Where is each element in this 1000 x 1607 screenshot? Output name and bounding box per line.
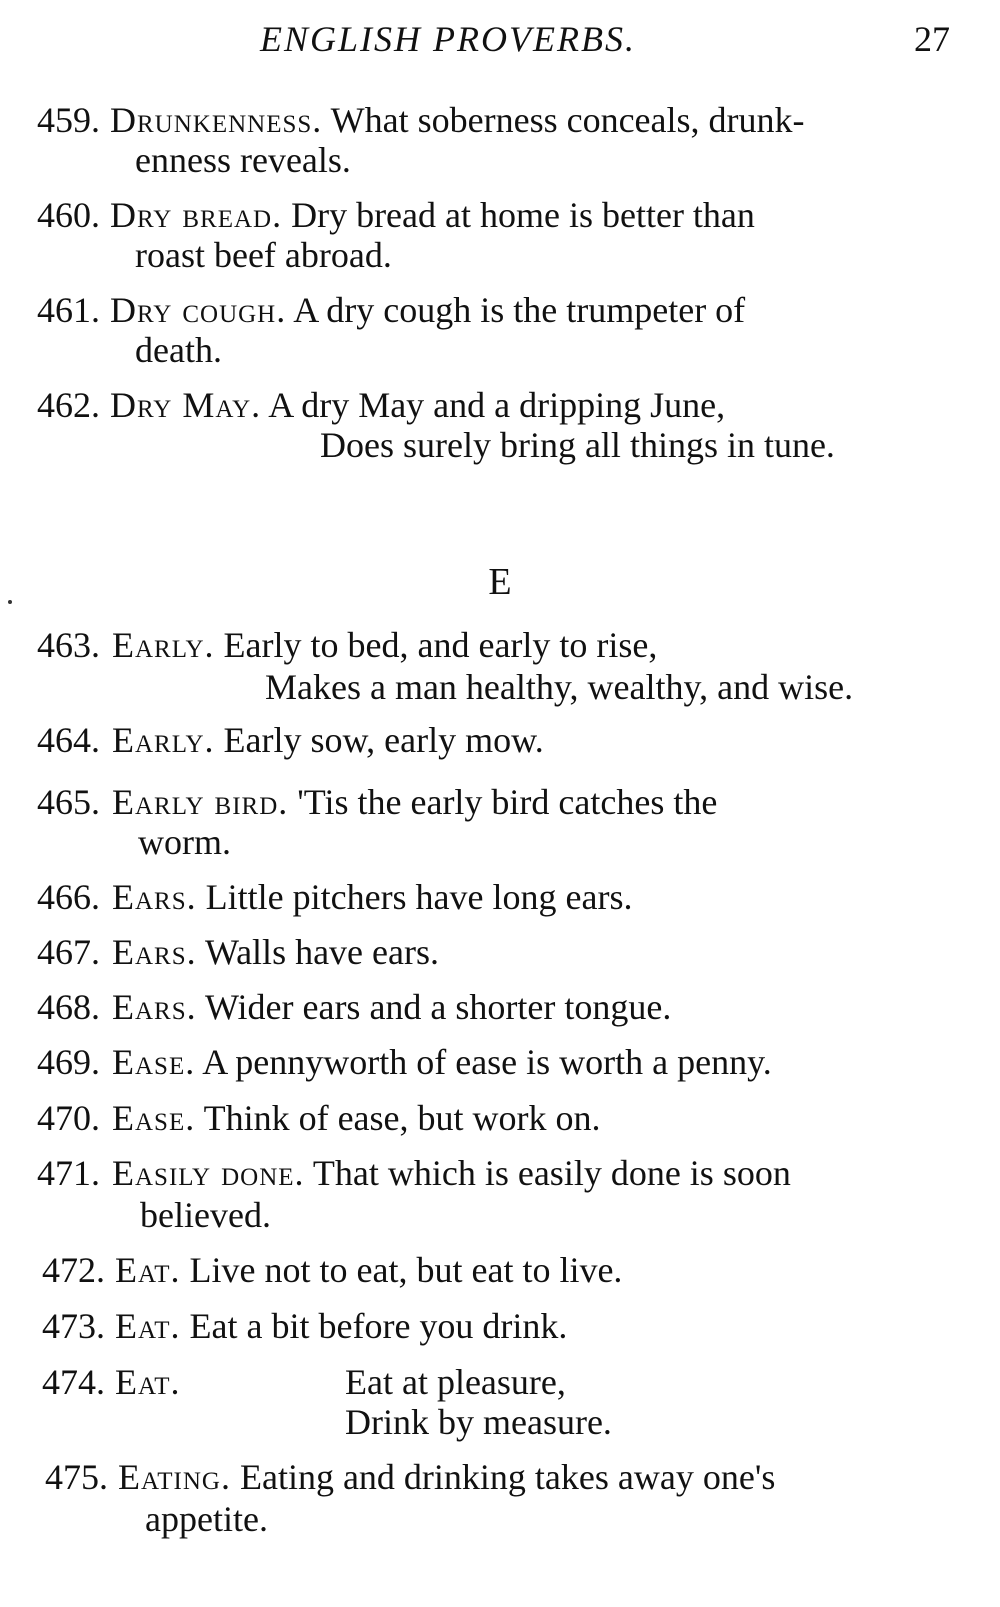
entry-keyword: Early. <box>112 720 215 760</box>
entry-text: Little pitchers have long ears. <box>205 877 633 917</box>
entry-keyword: Ears. <box>112 932 197 972</box>
entry-number: 460. <box>37 195 100 235</box>
entry-number: 470. <box>37 1098 100 1138</box>
entry-text-continued: death. <box>135 330 222 370</box>
entry-text-continued: appetite. <box>145 1499 268 1539</box>
entry-text-continued: enness reveals. <box>135 140 351 180</box>
entry-number: 464. <box>37 720 100 760</box>
entry-keyword: Eat. <box>115 1306 181 1346</box>
entry-keyword: Eating. <box>118 1457 231 1497</box>
entry-text-continued: Drink by measure. <box>345 1402 612 1442</box>
entry-text-continued: believed. <box>140 1195 271 1235</box>
entry-text: Dry bread at home is better than <box>291 195 755 235</box>
entry-number: 462. <box>37 385 100 425</box>
page-header <box>0 18 1000 66</box>
ink-speck <box>8 600 12 604</box>
entry-text: A dry May and a dripping June, <box>268 385 726 425</box>
page-number: 27 <box>914 19 950 59</box>
entry-text: Early to bed, and early to rise, <box>223 625 658 665</box>
entry-number: 469. <box>37 1042 100 1082</box>
entry-keyword: Early. <box>112 625 215 665</box>
entry-keyword: Dry bread. <box>110 195 283 235</box>
entry-text: What soberness conceals, drunk- <box>330 100 805 140</box>
entry-number: 468. <box>37 987 100 1027</box>
section-letter: E <box>488 561 512 603</box>
entry-keyword: Easily done. <box>112 1153 305 1193</box>
entry-number: 459. <box>37 100 100 140</box>
entry-number: 461. <box>37 290 100 330</box>
entry-keyword: Dry May. <box>110 385 262 425</box>
entry-text: Early sow, early mow. <box>223 720 544 760</box>
entry-number: 467. <box>37 932 100 972</box>
entry-text: Eat at pleasure, <box>345 1362 566 1402</box>
entry-keyword: Ease. <box>112 1098 196 1138</box>
entry-text: 'Tis the early bird catches the <box>297 782 718 822</box>
entry-text: Eat a bit before you drink. <box>189 1306 568 1346</box>
entry-text: Live not to eat, but eat to live. <box>189 1250 623 1290</box>
entry-keyword: Drunkenness. <box>110 100 323 140</box>
entry-text: A dry cough is the trumpeter of <box>293 290 746 330</box>
entry-number: 472. <box>42 1250 105 1290</box>
entry-number: 466. <box>37 877 100 917</box>
entry-text: A pennyworth of ease is worth a penny. <box>202 1042 772 1082</box>
running-title: ENGLISH PROVERBS. <box>260 19 636 59</box>
entry-text: Think of ease, but work on. <box>203 1098 601 1138</box>
entry-keyword: Early bird. <box>112 782 289 822</box>
entry-keyword: Dry cough. <box>110 290 287 330</box>
entry-number: 471. <box>37 1153 100 1193</box>
entry-number: 474. <box>42 1362 105 1402</box>
entry-text: Wider ears and a shorter tongue. <box>204 987 672 1027</box>
entry-text-continued: worm. <box>138 822 231 862</box>
entry-number: 473. <box>42 1306 105 1346</box>
entry-number: 463. <box>37 625 100 665</box>
entry-text-continued: Makes a man healthy, wealthy, and wise. <box>265 667 854 707</box>
entry-text-continued: Does surely bring all things in tune. <box>320 425 835 465</box>
entry-number: 475. <box>45 1457 108 1497</box>
entry-text: That which is easily done is soon <box>312 1153 791 1193</box>
entry-keyword: Ears. <box>112 987 197 1027</box>
entry-text: Walls have ears. <box>204 932 439 972</box>
entry-keyword: Eat. <box>115 1362 181 1402</box>
entry-keyword: Ears. <box>112 877 197 917</box>
entry-text-continued: roast beef abroad. <box>135 235 392 275</box>
entry-keyword: Eat. <box>115 1250 181 1290</box>
entry-number: 465. <box>37 782 100 822</box>
entry-keyword: Ease. <box>112 1042 196 1082</box>
entry-text: Eating and drinking takes away one's <box>239 1457 776 1497</box>
